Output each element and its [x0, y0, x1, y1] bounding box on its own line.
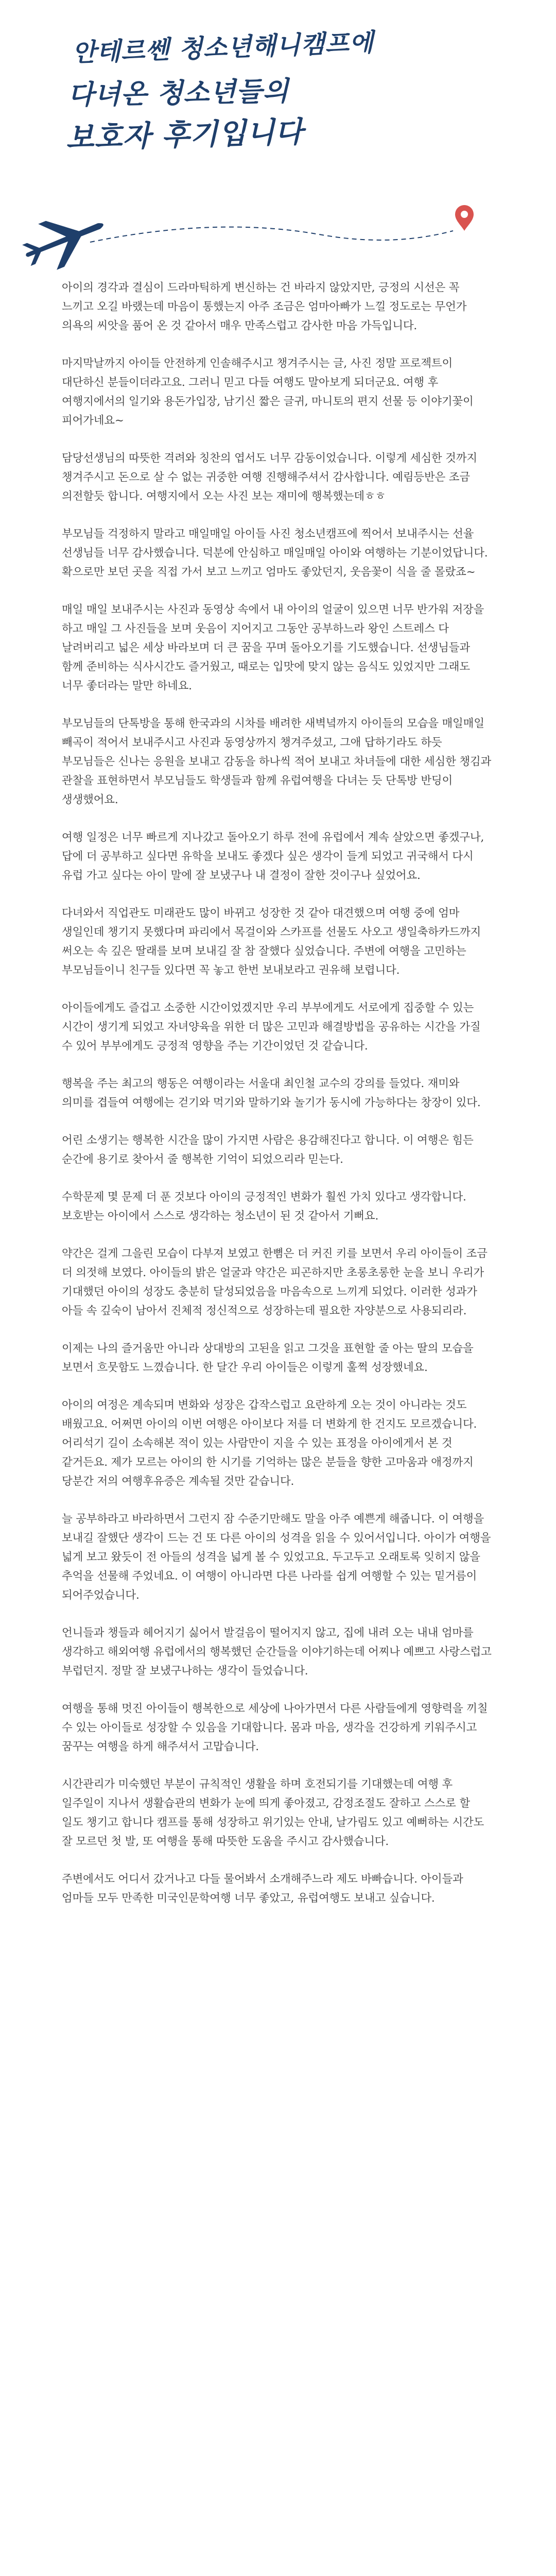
testimonial-paragraph: 약간은 걸게 그을린 모습이 다부져 보였고 한뼘은 더 커진 키를 보면서 우리 아이들이 조금 더 의젓해 보였다. 아이들의 밝은 얼굴과 약간은 피곤하지만 초롱초롱한 눈을 보니 우리가 기대했던 아이의 성장도 충분히 달성되었음을 마음속으로 느끼게 되었다. 이러한 성과가 아들 속 깊숙이 남아서 진체적 정신적으로 성장하는데 필요한 자양분으로 사용되리라. — [62, 1247, 488, 1317]
header — [0, 0, 556, 289]
testimonial-paragraph: 매일 매일 보내주시는 사진과 동영상 속에서 내 아이의 얼굴이 있으면 너무 반가워 저장을 하고 매일 그 사진들을 보며 웃음이 지어지고 그동안 공부하느라 왕인 스트레스 다 날려버리고 넓은 세상 바라보며 더 큰 꿈을 꾸며 돌아오기를 기도했습니다. 선생님들과 함께 준비하는 식사시간도 즐거웠고, 때로는 입맛에 맞지 않는 음식도 있었지만 그래도 너무 좋더라는 말만 하네요. — [62, 603, 484, 692]
testimonial-paragraph: 다녀와서 직업관도 미래관도 많이 바뀌고 성장한 것 같아 대견했으며 여행 중에 엄마 생일인데 챙기지 못했다며 파리에서 목걸이와 스카프를 선물도 사오고 생일축하카드까지 써오는 속 깊은 딸래를 보며 보내길 잘 참 잘했다 싶었습니다. 주변에 여행을 고민하는 부모님들이니 친구들 있다면 꼭 놓고 한번 보내보라고 권유해 보렵니다. — [62, 907, 481, 977]
testimonial-paragraph: 시간관리가 미숙했던 부분이 규칙적인 생활을 하며 호전되기를 기대했는데 여행 후 일주일이 지나서 생활습관의 변화가 눈에 띄게 좋아졌고, 감정조절도 잘하고 스스로 할 일도 챙기고 합니다 캠프를 통해 성장하고 위기있는 안내, 날가림도 있고 예뻐하는 시간도 잘 모르던 첫 발, 또 여행을 통해 따뜻한 도움을 주시고 감사했습니다. — [62, 1778, 484, 1848]
testimonial-list — [62, 278, 494, 1926]
testimonial-paragraph: 어린 소생기는 행복한 시간을 많이 가지면 사람은 용감해진다고 합니다. 이 여행은 힘든 순간에 용기로 찾아서 줄 행복한 기억이 되었으리라 믿는다. — [62, 1134, 474, 1166]
testimonial-paragraph: 늘 공부하라고 바라하면서 그런지 잠 수준기만해도 말을 아주 예쁜게 해줍니다. 이 여행을 보내길 잘했단 생각이 드는 건 또 다른 아이의 성격을 읽을 수 있어서입니다. 아이가 여행을 넓게 보고 왔듯이 전 아들의 성격을 넓게 볼 수 있었고요. 두고두고 오래토록 잊히지 않을 추억을 선물해 주었네요. 이 여행이 아니라면 다른 나라를 쉽게 여행할 수 있는 밑거름이 되어주었습니다. — [62, 1513, 491, 1602]
testimonial-paragraph: 이제는 나의 즐거움만 아니라 상대방의 고된을 읽고 그것을 표현할 줄 아는 딸의 모습을 보면서 흐뭇함도 느꼈습니다. 한 달간 우리 아이들은 이렇게 훌쩍 성장했네요. — [62, 1342, 474, 1374]
testimonial-paragraph: 부모님들 걱정하지 말라고 매일매일 아이들 사진 청소년캠프에 찍어서 보내주시는 선율 선생님들 너무 감사했습니다. 덕분에 안심하고 매일매일 아이와 여행하는 기분이었답니다. 확으로만 보던 곳을 직접 가서 보고 느끼고 엄마도 좋았던지, 웃음꽃이 식을 줄 몰랐죠~ — [62, 528, 488, 579]
testimonial-paragraph: 주변에서도 어디서 갔거나고 다들 물어봐서 소개해주느라 제도 바빠습니다. 아이들과 엄마들 모두 만족한 미국인문학여행 너무 좋았고, 유럽여행도 보내고 싶습니다. — [62, 1873, 463, 1905]
dashed-flight-path — [90, 227, 453, 242]
title-line-1: 안테르쎈 청소년해니캠프에 — [72, 28, 374, 67]
title-line-2: 다녀온 청소년들의 — [67, 76, 289, 111]
testimonial-paragraph: 수학문제 몇 문제 더 푼 것보다 아이의 긍정적인 변화가 훨씬 가치 있다고 생각합니다. 보호받는 아이에서 스스로 생각하는 청소년이 된 것 같아서 기뻐요. — [62, 1191, 466, 1223]
testimonial-paragraph: 부모님들의 단톡방을 통해 한국과의 시차를 배려한 새벽녘까지 아이들의 모습을 매일매일 빼곡이 적어서 보내주시고 사진과 동영상까지 챙겨주셨고, 그애 답하기라도 하듯 부모님들은 신나는 응원을 보내고 감동을 하나씩 적어 보내고 차녀들에 대한 세심한 챙김과 관찰을 표현하면서 부모님들도 학생들과 함께 유럽여행을 다녀는 듯 단톡방 반딩이 생생했어요. — [62, 717, 492, 806]
testimonial-paragraph: 담당선생님의 따뜻한 격려와 칭찬의 엽서도 너무 감동이었습니다. 이렇게 세심한 것까지 챙겨주시고 돈으로 살 수 없는 귀중한 여행 진행해주셔서 감사합니다. 예림등반은 조금 의전할듯 합니다. 여행지에서 오는 사진 보는 재미에 행복했는데ㅎㅎ — [62, 452, 477, 503]
testimonial-paragraph: 아이의 경각과 결심이 드라마틱하게 변신하는 건 바라지 않았지만, 긍정의 시선은 꼭 느끼고 오길 바랬는데 마음이 통했는지 아주 조금은 엄마아빠가 느낄 정도로는 무언가 의욕의 씨앗을 품어 온 것 같아서 매우 만족스럽고 감사한 마음 가득입니다. — [62, 281, 467, 332]
location-pin-icon — [455, 205, 474, 231]
title-line-3: 보호자 후기입니다 — [65, 115, 304, 155]
testimonial-paragraph: 아이의 여정은 계속되며 변화와 성장은 갑작스럽고 요란하게 오는 것이 아니라는 것도 배웠고요. 어쩌면 아이의 이번 여행은 아이보다 저를 더 변화게 한 건지도 모르겠습니다. 어리석기 길이 소속해본 적이 있는 사람만이 지을 수 있는 표정을 아이에게서 본 것 같거든요. 제가 모르는 아이의 한 시기를 기억하는 많은 분들을 향한 고마움과 애정까지 당분간 저의 여행후유증은 계속될 것만 같습니다. — [62, 1399, 477, 1488]
testimonial-paragraph: 언니들과 챙들과 헤어지기 싫어서 발걸음이 떨어지지 않고, 집에 내려 오는 내내 엄마를 생각하고 해외여행 유럽에서의 행복했던 순간들을 이야기하는데 어찌나 예쁘고 사랑스럽고 부럽던지. 정말 잘 보냈구나하는 생각이 들었습니다. — [62, 1626, 492, 1677]
testimonial-paragraph: 여행 일정은 너무 빠르게 지나갔고 돌아오기 하루 전에 유럽에서 계속 살았으면 좋겠구나, 답에 더 공부하고 싶다면 유학을 보내도 좋겠다 싶은 생각이 들게 되었고 귀국해서 다시 유럽 가고 싶다는 아이 말에 잘 보냈구나 내 결정이 잘한 것이구나 싶었어요. — [62, 831, 484, 882]
testimonial-paragraph: 행복을 주는 최고의 행동은 여행이라는 서울대 최인철 교수의 강의를 들었다. 재미와 의미를 겹들여 여행에는 걷기와 먹기와 말하기와 놀기가 동시에 가능하다는 창장이 있다. — [62, 1077, 481, 1109]
testimonial-paragraph: 여행을 통해 멋진 아이들이 행복한으로 세상에 나아가면서 다른 사람들에게 영향력을 끼칠 수 있는 아이들로 성장할 수 있음을 기대합니다. 몸과 마음, 생각을 건강하게 키워주시고 꿈꾸는 여행을 하게 해주셔서 고맙습니다. — [62, 1702, 488, 1753]
testimonial-paragraph: 마지막날까지 아이들 안전하게 인솔해주시고 챙겨주시는 글, 사진 정말 프로젝트이 대단하신 분들이더라고요. 그러니 믿고 다들 여행도 말아보게 되더군요. 여행 후 여행지에서의 일기와 용돈가입장, 남기신 짧은 글귀, 마니토의 편지 선물 등 이야기꽃이 피어가네요~ — [62, 357, 474, 427]
airplane-icon — [16, 201, 112, 279]
testimonial-paragraph: 아이들에게도 즐겁고 소중한 시간이었겠지만 우리 부부에게도 서로에게 집중할 수 있는 시간이 생기게 되었고 자녀양육을 위한 더 많은 고민과 해결방법을 공유하는 시간을 가질 수 있어 부부에게도 긍정적 영향을 주는 기간이었던 것 같습니다. — [62, 1002, 481, 1053]
